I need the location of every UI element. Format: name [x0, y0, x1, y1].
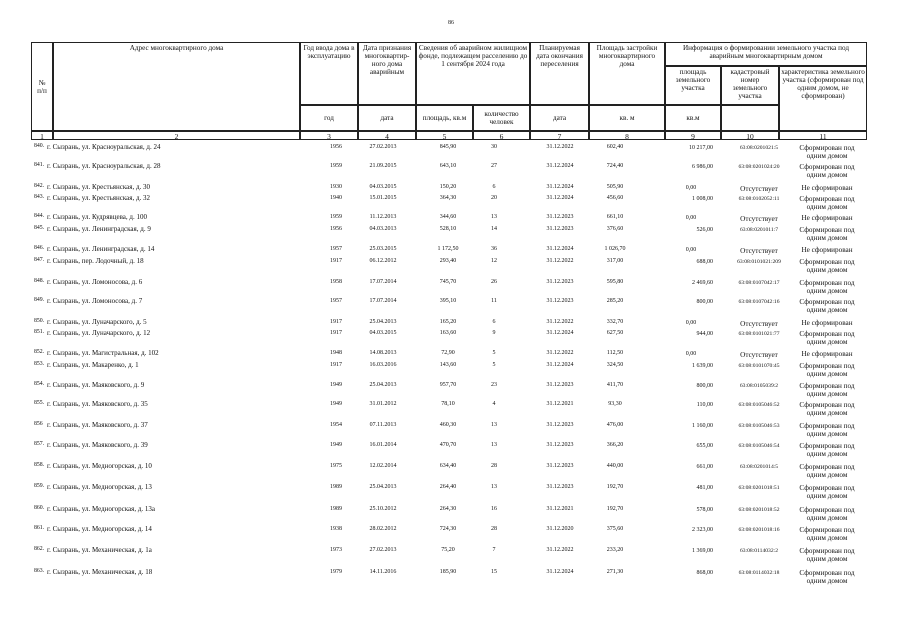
row-address: г. Сызрань, ул. Медногорская, д. 13: [47, 483, 152, 491]
row-cadastral: Отсутствует: [740, 247, 778, 255]
row-number: 844.: [34, 213, 45, 219]
row-area: 460,30: [439, 422, 457, 428]
row-characteristic: Сформирован под одним домом: [799, 526, 855, 542]
row-area: 143,60: [439, 362, 457, 368]
row-year: 1917: [330, 258, 342, 264]
header-cadastral: кадастровый номер земельного участка: [721, 66, 779, 105]
row-planned-end: 31.12.2023: [546, 214, 574, 220]
row-area: 745,70: [439, 279, 457, 285]
row-recognition-date: 25.04.2013: [369, 319, 397, 325]
row-year: 1930: [330, 184, 342, 190]
row-cadastral: 63:08:0201018:16: [738, 527, 780, 533]
row-build-area: 332,70: [606, 319, 624, 325]
row-build-area: 411,70: [606, 382, 624, 388]
header-emergency-info: Сведения об аварийном жилищном фонде, подлежащем расселению до 1 сентября 2024 года: [416, 42, 530, 105]
row-cadastral: 63:08:0105046:52: [738, 402, 780, 408]
row-recognition-date: 27.02.2013: [369, 144, 397, 150]
row-characteristic: Сформирован под одним домом: [799, 442, 855, 458]
row-number: 860.: [34, 505, 45, 511]
row-characteristic: Сформирован под одним домом: [799, 163, 855, 179]
row-cadastral: Отсутствует: [740, 351, 778, 359]
row-number: 854.: [34, 381, 45, 387]
row-area: 293,40: [439, 258, 457, 264]
row-people: 13: [491, 214, 497, 220]
row-planned-end: 31.12.2024: [546, 184, 574, 190]
row-area: 165,20: [439, 319, 457, 325]
row-area: 163,60: [439, 330, 457, 336]
row-number: 855.: [34, 400, 45, 406]
row-people: 28: [491, 526, 497, 532]
row-recognition-date: 31.01.2012: [369, 401, 397, 407]
row-land-area: 10 217,00: [689, 145, 713, 151]
row-planned-end: 31.12.2024: [546, 246, 574, 252]
row-people: 13: [491, 484, 497, 490]
row-planned-end: 31.12.2023: [546, 226, 574, 232]
row-recognition-date: 25.04.2013: [369, 484, 397, 490]
row-planned-end: 31.12.2020: [546, 526, 574, 532]
row-recognition-date: 28.02.2012: [369, 526, 397, 532]
row-land-area: 6 986,00: [692, 164, 713, 170]
row-land-area: 1 160,00: [692, 423, 713, 429]
header-number: № п/п: [31, 42, 53, 131]
row-planned-end: 31.12.2023: [546, 484, 574, 490]
row-people: 28: [491, 463, 497, 469]
row-people: 7: [492, 547, 496, 553]
row-year: 1917: [330, 362, 342, 368]
row-cadastral: 63:08:0201018:51: [738, 485, 780, 491]
row-people: 6: [492, 319, 496, 325]
row-planned-end: 31.12.2022: [546, 547, 574, 553]
row-area: 78,10: [441, 401, 455, 407]
row-area: 264,30: [439, 506, 457, 512]
row-planned-end: 31.12.2022: [546, 350, 574, 356]
row-characteristic: Сформирован под одним домом: [799, 382, 855, 398]
row-number: 856: [34, 421, 43, 427]
row-address: г. Сызрань, ул. Кудрявцева, д. 100: [47, 213, 147, 221]
row-planned-end: 31.12.2022: [546, 319, 574, 325]
row-year: 1989: [330, 506, 342, 512]
row-people: 26: [491, 279, 497, 285]
row-build-area: 317,00: [606, 258, 624, 264]
row-planned-end: 31.12.2022: [546, 144, 574, 150]
row-characteristic: Не сформирован: [801, 214, 853, 222]
row-year: 1948: [330, 350, 342, 356]
header-land-info: Информация о формировании земельного участка под аварийным многоквартирным домом: [665, 42, 867, 66]
row-recognition-date: 04.03.2013: [369, 226, 397, 232]
row-recognition-date: 12.02.2014: [369, 463, 397, 469]
row-number: 862.: [34, 546, 45, 552]
row-area: 344,60: [439, 214, 457, 220]
row-area: 72,90: [441, 350, 455, 356]
row-recognition-date: 16.03.2016: [369, 362, 397, 368]
column-number: 10: [721, 131, 779, 140]
row-year: 1956: [330, 226, 342, 232]
row-people: 14: [491, 226, 497, 232]
row-build-area: 476,00: [606, 422, 624, 428]
row-year: 1979: [330, 569, 342, 575]
row-cadastral: 63:08:0201011:7: [739, 227, 779, 233]
row-recognition-date: 27.02.2013: [369, 547, 397, 553]
row-number: 861.: [34, 525, 45, 531]
row-address: г. Сызрань, ул. Медногорская, д. 10: [47, 462, 152, 470]
row-land-area: 868,00: [696, 570, 713, 576]
row-planned-end: 31.12.2023: [546, 422, 574, 428]
header-unit-cadastral-blank: [721, 105, 779, 131]
row-land-area: 578,00: [696, 507, 713, 513]
row-land-area: 2 469,60: [692, 280, 713, 286]
row-build-area: 366,20: [606, 442, 624, 448]
row-area: 364,30: [439, 195, 457, 201]
header-unit-build: кв. м: [589, 105, 665, 131]
row-people: 36: [491, 246, 497, 252]
row-characteristic: Сформирован под одним домом: [799, 330, 855, 346]
row-address: г. Сызрань, ул. Луначарского, д. 12: [47, 329, 151, 337]
row-characteristic: Не сформирован: [801, 319, 853, 327]
row-year: 1989: [330, 484, 342, 490]
row-land-area: 944,00: [696, 331, 713, 337]
row-year: 1949: [330, 401, 342, 407]
row-characteristic: Сформирован под одним домом: [799, 401, 855, 417]
row-address: г. Сызрань, ул. Красноуральская, д. 28: [47, 162, 161, 170]
row-planned-end: 31.12.2023: [546, 463, 574, 469]
row-cadastral: 63:08:0105046:54: [738, 443, 780, 449]
header-land-area: площадь земельного участка: [665, 66, 721, 105]
row-land-area: 1 639,00: [692, 363, 713, 369]
row-recognition-date: 14.11.2016: [369, 569, 397, 575]
row-address: г. Сызрань, ул. Маяковского, д. 37: [47, 421, 148, 429]
row-land-area: 2 323,00: [692, 527, 713, 533]
row-number: 842.: [34, 183, 45, 189]
row-recognition-date: 04.03.2015: [369, 184, 397, 190]
row-recognition-date: 16.01.2014: [369, 442, 397, 448]
column-number: 5: [416, 131, 473, 140]
row-land-area: 1 008,00: [692, 196, 713, 202]
row-characteristic: Сформирован под одним домом: [799, 362, 855, 378]
row-address: г. Сызрань, ул. Ломоносова, д. 6: [47, 278, 143, 286]
row-people: 13: [491, 442, 497, 448]
row-number: 858.: [34, 462, 45, 468]
row-address: г. Сызрань, ул. Ломоносова, д. 7: [47, 297, 143, 305]
row-address: г. Сызрань, ул. Магистральная, д. 102: [47, 349, 159, 357]
row-recognition-date: 17.07.2014: [369, 298, 397, 304]
row-number: 852.: [34, 349, 45, 355]
header-recognition-date: Дата признания многоквартир-ного дома аварийным: [358, 42, 416, 105]
row-land-area: 481,00: [696, 485, 713, 491]
row-cadastral: 63:08:0114032:18: [738, 570, 780, 576]
row-land-area: 688,00: [696, 259, 713, 265]
row-area: 470,70: [439, 442, 457, 448]
row-recognition-date: 17.07.2014: [369, 279, 397, 285]
row-cadastral: 63:08:0107042:16: [738, 299, 780, 305]
row-year: 1975: [330, 463, 342, 469]
row-planned-end: 31.12.2023: [546, 382, 574, 388]
row-number: 849.: [34, 297, 45, 303]
header-unit-end-date: дата: [530, 105, 589, 131]
row-planned-end: 31.12.2021: [546, 401, 574, 407]
row-characteristic: Не сформирован: [801, 246, 853, 254]
row-characteristic: Сформирован под одним домом: [799, 195, 855, 211]
row-build-area: 93,30: [608, 401, 622, 407]
row-build-area: 602,40: [606, 144, 624, 150]
row-people: 30: [491, 144, 497, 150]
row-characteristic: Сформирован под одним домом: [799, 569, 855, 585]
row-people: 6: [492, 184, 496, 190]
row-cadastral: 63:08:0201024:20: [738, 164, 780, 170]
page-number: 86: [448, 20, 454, 26]
row-planned-end: 31.12.2024: [546, 195, 574, 201]
row-people: 9: [492, 330, 496, 336]
row-cadastral: 63:08:0102052:11: [738, 196, 780, 202]
row-address: г. Сызрань, ул. Маяковского, д. 9: [47, 381, 145, 389]
row-cadastral: 63:08:0114032:2: [739, 548, 779, 554]
row-area: 185,90: [439, 569, 457, 575]
header-address: Адрес многоквартирного дома: [53, 42, 300, 131]
row-cadastral: 63:08:0105039:2: [739, 383, 779, 389]
row-build-area: 505,90: [606, 184, 624, 190]
column-number: 7: [530, 131, 589, 140]
row-number: 851.: [34, 329, 45, 335]
row-recognition-date: 11.12.2013: [369, 214, 397, 220]
row-number: 846.: [34, 245, 45, 251]
row-year: 1959: [330, 163, 342, 169]
row-year: 1958: [330, 279, 342, 285]
row-area: 845,90: [439, 144, 457, 150]
row-year: 1954: [330, 422, 342, 428]
row-land-area: 110,00: [696, 402, 713, 408]
row-people: 15: [491, 569, 497, 575]
row-number: 848.: [34, 278, 45, 284]
row-recognition-date: 06.12.2012: [369, 258, 397, 264]
row-area: 634,40: [439, 463, 457, 469]
row-build-area: 375,60: [606, 526, 624, 532]
row-year: 1973: [330, 547, 342, 553]
row-address: г. Сызрань, ул. Макаренко, д. 1: [47, 361, 139, 369]
row-characteristic: Сформирован под одним домом: [799, 506, 855, 522]
row-build-area: 661,10: [606, 214, 624, 220]
row-area: 264,40: [439, 484, 457, 490]
row-year: 1940: [330, 195, 342, 201]
row-build-area: 724,40: [606, 163, 624, 169]
header-characteristic: характеристика земельного участка (сформирован под одним домом, не сформирован): [779, 66, 867, 131]
row-build-area: 112,50: [606, 350, 624, 356]
row-recognition-date: 25.10.2012: [369, 506, 397, 512]
row-people: 13: [491, 422, 497, 428]
row-address: г. Сызрань, ул. Маяковского, д. 39: [47, 441, 148, 449]
row-characteristic: Сформирован под одним домом: [799, 226, 855, 242]
column-number: 6: [473, 131, 530, 140]
row-build-area: 627,50: [606, 330, 624, 336]
row-area: 528,10: [439, 226, 457, 232]
header-unit-land: кв.м: [665, 105, 721, 131]
row-address: г. Сызрань, ул. Механическая, д. 1а: [47, 546, 152, 554]
row-people: 16: [491, 506, 497, 512]
row-build-area: 376,60: [606, 226, 624, 232]
row-cadastral: 63:08:0201021:5: [739, 145, 779, 151]
row-recognition-date: 21.09.2015: [369, 163, 397, 169]
row-build-area: 271,30: [606, 569, 624, 575]
column-number: 2: [53, 131, 300, 140]
row-number: 857.: [34, 441, 45, 447]
row-planned-end: 31.12.2023: [546, 298, 574, 304]
row-land-area: 0,00: [685, 215, 697, 221]
row-address: г. Сызрань, ул. Крестьянская, д. 30: [47, 183, 151, 191]
row-area: 1 172,50: [437, 246, 459, 252]
row-number: 841.: [34, 162, 45, 168]
row-characteristic: Не сформирован: [801, 184, 853, 192]
row-area: 643,10: [439, 163, 457, 169]
row-land-area: 0,00: [685, 247, 697, 253]
row-land-area: 800,00: [696, 299, 713, 305]
row-build-area: 192,70: [606, 506, 624, 512]
row-number: 840.: [34, 143, 45, 149]
row-planned-end: 31.12.2024: [546, 330, 574, 336]
row-year: 1917: [330, 319, 342, 325]
row-area: 75,20: [441, 547, 455, 553]
row-people: 23: [491, 382, 497, 388]
column-number: 8: [589, 131, 665, 140]
row-year: 1949: [330, 442, 342, 448]
row-land-area: 661,00: [696, 464, 713, 470]
row-cadastral: 63:08:0105046:53: [738, 423, 780, 429]
row-characteristic: Сформирован под одним домом: [799, 279, 855, 295]
row-people: 5: [492, 362, 496, 368]
row-area: 150,20: [439, 184, 457, 190]
column-number: 1: [31, 131, 53, 140]
row-build-area: 192,70: [606, 484, 624, 490]
row-land-area: 0,00: [685, 185, 697, 191]
row-land-area: 800,00: [696, 383, 713, 389]
row-planned-end: 31.12.2024: [546, 569, 574, 575]
row-address: г. Сызрань, ул. Маяковского, д. 35: [47, 400, 148, 408]
row-number: 863.: [34, 568, 45, 574]
row-cadastral: 63:08:0107042:17: [738, 280, 780, 286]
row-cadastral: 63:08:0101021:209: [737, 259, 781, 265]
row-cadastral: 63:08:0101021:77: [738, 331, 780, 337]
row-land-area: 526,00: [696, 227, 713, 233]
column-number: 3: [300, 131, 358, 140]
row-characteristic: Сформирован под одним домом: [799, 422, 855, 438]
row-cadastral: Отсутствует: [740, 215, 778, 223]
row-address: г. Сызрань, ул. Крестьянская, д. 32: [47, 194, 151, 202]
row-cadastral: Отсутствует: [740, 185, 778, 193]
row-cadastral: 63:08:0201018:52: [738, 507, 780, 513]
header-planned-end: Планируемая дата окончания переселения: [530, 42, 589, 105]
row-year: 1917: [330, 330, 342, 336]
row-characteristic: Сформирован под одним домом: [799, 547, 855, 563]
row-people: 27: [491, 163, 497, 169]
row-recognition-date: 25.04.2013: [369, 382, 397, 388]
row-year: 1957: [330, 246, 342, 252]
header-year: Год ввода дома в эксплуатацию: [300, 42, 358, 105]
row-people: 5: [492, 350, 496, 356]
row-area: 957,70: [439, 382, 457, 388]
row-cadastral: 63:08:0201014:5: [739, 464, 779, 470]
row-characteristic: Сформирован под одним домом: [799, 298, 855, 314]
row-build-area: 456,60: [606, 195, 624, 201]
row-number: 850.: [34, 318, 45, 324]
row-address: г. Сызрань, пер. Лодочный, д. 18: [47, 257, 144, 265]
row-build-area: 285,20: [606, 298, 624, 304]
row-planned-end: 31.12.2023: [546, 279, 574, 285]
row-planned-end: 31.12.2023: [546, 442, 574, 448]
row-area: 395,10: [439, 298, 457, 304]
row-land-area: 655,00: [696, 443, 713, 449]
row-number: 843.: [34, 194, 45, 200]
row-year: 1957: [330, 298, 342, 304]
row-year: 1938: [330, 526, 342, 532]
row-characteristic: Не сформирован: [801, 350, 853, 358]
row-number: 853.: [34, 361, 45, 367]
row-build-area: 324,50: [606, 362, 624, 368]
row-planned-end: 31.12.2022: [546, 258, 574, 264]
row-people: 4: [492, 401, 496, 407]
row-recognition-date: 04.03.2015: [369, 330, 397, 336]
row-recognition-date: 07.11.2013: [369, 422, 397, 428]
row-address: г. Сызрань, ул. Ленинградская, д. 9: [47, 225, 151, 233]
row-address: г. Сызрань, ул. Красноуральская, д. 24: [47, 143, 161, 151]
row-address: г. Сызрань, ул. Медногорская, д. 14: [47, 525, 152, 533]
row-address: г. Сызрань, ул. Ленинградская, д. 14: [47, 245, 155, 253]
header-build-area: Площадь застройки многоквартирного дома: [589, 42, 665, 105]
row-cadastral: 63:08:0101070:45: [738, 363, 780, 369]
row-address: г. Сызрань, ул. Механическая, д. 18: [47, 568, 153, 576]
row-number: 859.: [34, 483, 45, 489]
row-address: г. Сызрань, ул. Луначарского, д. 5: [47, 318, 147, 326]
row-number: 845.: [34, 225, 45, 231]
row-land-area: 1 369,00: [692, 548, 713, 554]
row-people: 20: [491, 195, 497, 201]
row-planned-end: 31.12.2024: [546, 163, 574, 169]
row-characteristic: Сформирован под одним домом: [799, 463, 855, 479]
row-build-area: 440,00: [606, 463, 624, 469]
row-cadastral: Отсутствует: [740, 320, 778, 328]
row-characteristic: Сформирован под одним домом: [799, 258, 855, 274]
row-recognition-date: 25.03.2015: [369, 246, 397, 252]
header-unit-year: год: [300, 105, 358, 131]
header-unit-people: количество человек: [473, 105, 530, 131]
row-build-area: 595,80: [606, 279, 624, 285]
row-number: 847.: [34, 257, 45, 263]
row-build-area: 1 026,70: [604, 246, 626, 252]
row-planned-end: 31.12.2021: [546, 506, 574, 512]
row-recognition-date: 14.08.2013: [369, 350, 397, 356]
column-number: 4: [358, 131, 416, 140]
row-year: 1959: [330, 214, 342, 220]
row-recognition-date: 15.01.2015: [369, 195, 397, 201]
header-unit-area: площадь, кв.м: [416, 105, 473, 131]
row-characteristic: Сформирован под одним домом: [799, 484, 855, 500]
row-people: 11: [491, 298, 497, 304]
column-number: 11: [779, 131, 867, 140]
row-address: г. Сызрань, ул. Медногорская, д. 13а: [47, 505, 155, 513]
row-year: 1949: [330, 382, 342, 388]
row-year: 1956: [330, 144, 342, 150]
row-land-area: 0,00: [685, 351, 697, 357]
header-unit-date: дата: [358, 105, 416, 131]
row-land-area: 0,00: [685, 320, 697, 326]
row-area: 724,30: [439, 526, 457, 532]
column-number: 9: [665, 131, 721, 140]
row-people: 12: [491, 258, 497, 264]
row-build-area: 233,20: [606, 547, 624, 553]
row-characteristic: Сформирован под одним домом: [799, 144, 855, 160]
row-planned-end: 31.12.2024: [546, 362, 574, 368]
